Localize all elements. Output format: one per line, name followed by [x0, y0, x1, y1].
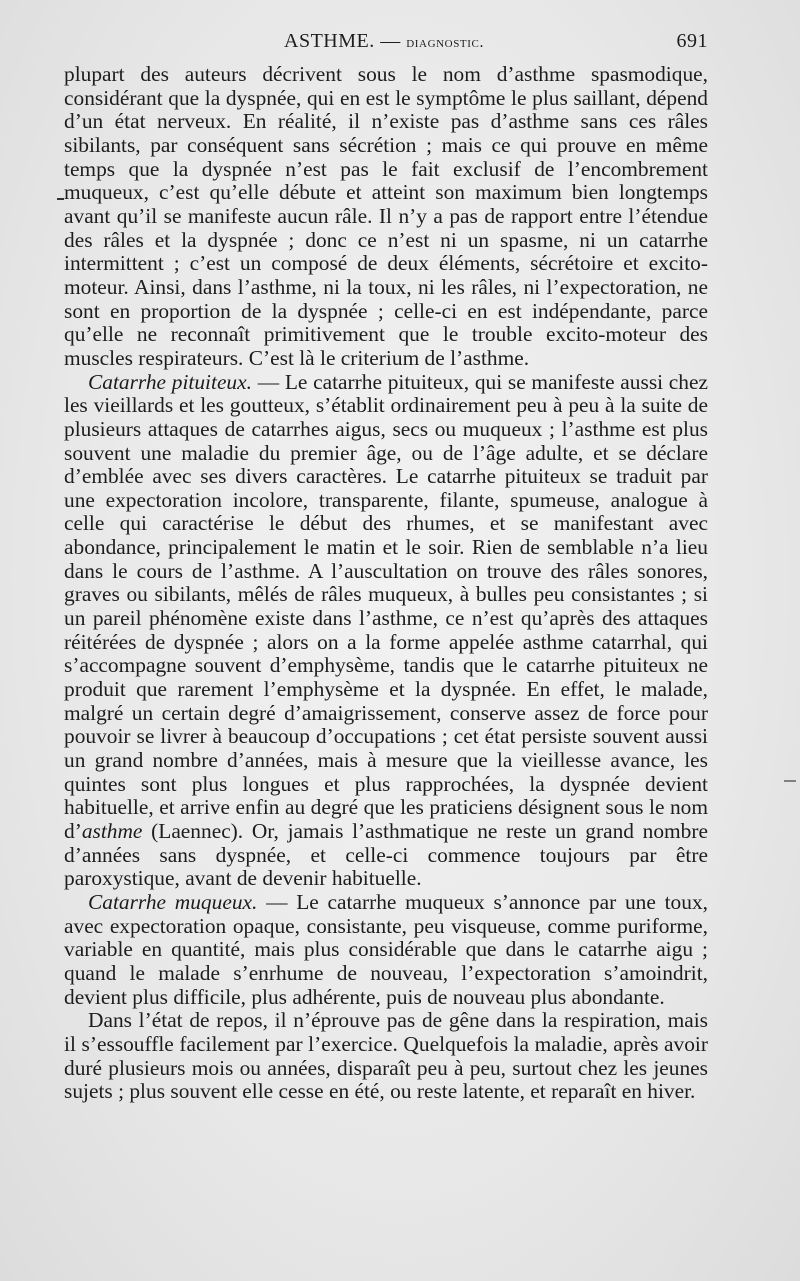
running-title-separator: — — [374, 30, 407, 52]
section-heading-catarrhe-muqueux: Catarrhe muqueux. — [88, 889, 258, 914]
running-title-section: diagnostic. — [406, 34, 485, 51]
running-title-main: ASTHME. — [284, 30, 375, 52]
body-text — [64, 63, 708, 1104]
paragraph-continuation: plupart des auteurs décrivent sous le nom d’asthme spasmodique, considérant que la dyspnée, qui en est le symptôme le plus saillant, dépend d’un état nerveux. En réalité, il n’existe pas d’asthme sans ces râles sibilants, par conséquent sans sécrétion ; mais ce qui prouve en même temps que la dyspnée n’est pas le fait exclusif de l’encombrement muqueux, c’est qu’elle débute et atteint son maximum bien longtemps avant qu’il se manifeste aucun râle. Il n’y a pas de rapport entre l’étendue des râles et la dyspnée ; donc ce n’est ni un spasme, ni un catarrhe intermittent ; c’est un composé de deux éléments, sécrétoire et excito-moteur. Ainsi, dans l’asthme, ni la toux, ni les râles, ni l’expectoration, ne sont en proportion de la dyspnée ; celle-ci en est indépendante, parce qu’elle ne reconnaît primitivement que le trouble excito-moteur des muscles respirateurs. C’est là le criterium de l’asthme. — [64, 62, 708, 370]
paragraph-text: — Le catarrhe muqueux s’annonce par une toux, avec expectoration opaque, consistante, peu visqueuse, comme puriforme, variable en quantité, mais plus considérable que dans le catarrhe aigu ; quand le malade s’enrhume de nouveau, l’expectoration s’amoindrit, devient plus difficile, plus adhérente, puis de nouveau plus abondante. — [64, 889, 708, 1009]
running-head — [64, 30, 708, 58]
running-title — [284, 30, 484, 53]
section-heading-catarrhe-pituiteux: Catarrhe pituiteux. — [88, 369, 252, 394]
paragraph-catarrhe-muqueux — [64, 891, 708, 1009]
page-number: 691 — [676, 30, 708, 52]
paragraph-text: — Le catarrhe pituiteux, qui se manifeste aussi chez les vieillards et les goutteux, s’établit ordinairement peu à peu à la suite de plusieurs attaques de catarrhes aigus, secs ou muqueux ; l’asthme est plus souvent une maladie du premier âge, ou de l’âge adulte, et se déclare d’emblée avec ses divers caractères. Le catarrhe pituiteux se traduit par une expectoration incolore, transparente, filante, spumeuse, analogue à celle qui caractérise le début des rhumes, et se manifestant avec abondance, principalement le matin et le soir. Rien de semblable n’a lieu dans le cours de l’asthme. A l’auscultation on trouve des râles sonores, graves ou sibilants, mêlés de râles muqueux, à bulles peu consistantes ; si un pareil phénomène existe dans l’asthme, ce n’est qu’après des attaques réitérées de dyspnée ; alors on a la forme appelée asthme catarrhal, qui s’accompagne souvent d’emphysème, tandis que le catarrhe pituiteux ne produit que rarement l’emphysème et la dyspnée. En effet, le malade, malgré un certain degré d’amaigrissement, conserve assez de force pour pouvoir se livrer à beaucoup d’occupations ; cet état persiste souvent aussi un grand nombre d’années, mais à mesure que la vieillesse avance, les quintes sont plus longues et plus rapprochées, la dyspnée devient habituelle, et arrive enfin au degré que les praticiens désignent sous le nom d’ — [64, 369, 708, 843]
italic-term: asthme — [81, 819, 143, 843]
margin-hyphen-mark — [57, 198, 64, 200]
paragraph-etat-de-repos: Dans l’état de repos, il n’éprouve pas de gêne dans la respiration, mais il s’essouffle facilement par l’exercice. Quelquefois la maladie, après avoir duré plusieurs mois ou années, disparaît peu à peu, surtout chez les jeunes sujets ; plus souvent elle cesse en été, ou reste latente, et reparaît en hiver. — [64, 1008, 708, 1104]
paragraph-text: (Laennec). Or, jamais l’asthmatique ne reste un grand nombre d’années sans dyspnée, et celle-ci commence toujours par être paroxystique, avant de devenir habituelle. — [64, 819, 708, 891]
paragraph-catarrhe-pituiteux — [64, 371, 708, 891]
margin-mark — [784, 780, 796, 782]
